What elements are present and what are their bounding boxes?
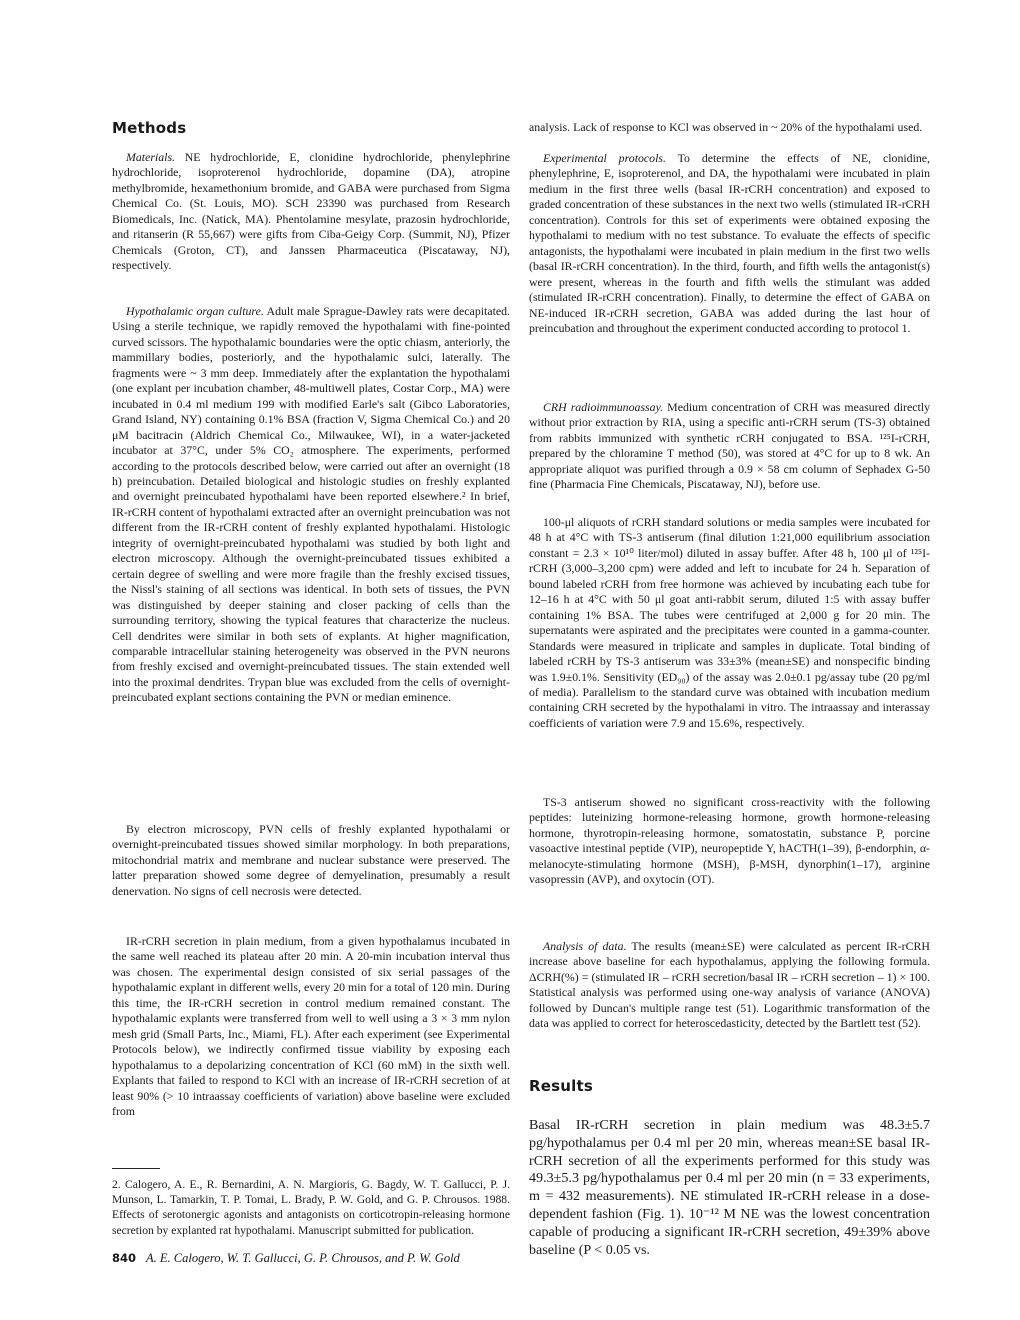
paragraph-analysis-of-data [529,939,930,1032]
paragraph-text: By electron microscopy, PVN cells of freshly explanted hypothalami or overnight-preincubated tissues showed similar morphology. In both preparations, mitochondrial matrix and membrane and nuclear substance were preserved. The latter preparation showed some degree of demyelination, presumably a result denervation. No signs of cell necrosis were detected. [112,822,510,898]
page-footer [112,1251,460,1266]
run-in-head: Hypothalamic organ culture. [126,304,264,318]
paragraph-electron-microscopy [112,822,510,899]
paragraph-assay-procedure [529,515,930,731]
run-in-head: Materials. [126,150,176,164]
paragraph-secretion-design [112,934,510,1119]
paragraph-experimental-protocols [529,151,930,336]
paragraph-results: Basal IR-rCRH secretion in plain medium was 48.3±5.7 pg/hypothalamus per 0.4 ml per 20 min, whereas mean±SE basal IR-rCRH secretion of all the experiments performed for this study was 49.3±5.3 pg/hypothalamus per 0.4 ml per 20 min (n = 33 experiments, m = 432 measurements). NE stimulated IR-rCRH release in a dose-dependent fashion (Fig. 1). 10⁻¹² M NE was the lowest concentration capable of producing a significant IR-rCRH secretion, 49±39% above baseline (P < 0.05 vs. [529,1117,930,1258]
footnote-rule [112,1168,160,1169]
paragraph-materials [112,150,510,274]
paragraph-continued [529,120,930,135]
paragraph-text: Adult male Sprague-Dawley rats were decapitated. Using a sterile technique, we rapidly removed the hypothalami with fine-pointed curved scissors. The hypothalamic boundaries were the optic chiasm, anteriorly, the mammillary bodies, posteriorly, and the hypothalamic sulci, laterally. The fragments were ~ 3 mm deep. Immediately after the explantation the hypothalami (one explant per incubation chamber, 48-multiwell plates, Costar Corp., MA) were incubated in 0.4 ml medium 199 with modified Earle's salt (Gibco Laboratories, Grand Island, NY) containing 0.1% BSA (fraction V, Sigma Chemical Co.) and 20 μM bacitracin (Aldrich Chemical Co., Milwaukee, WI), in a water-jacketed incubator at 37°C, under 5% CO₂ atmosphere. The experiments, performed according to the protocols described below, were carried out after an overnight (18 h) preincubation. Detailed biological and histologic studies on freshly explanted and overnight preincubated hypothalami have been reported elsewhere.² In brief, IR-rCRH content of hypothalami extracted after an overnight preincubation was not different from the IR-rCRH content of freshly explanted hypothalami. Histologic integrity of overnight-preincubated hypothalami was studied by both light and electron microscopy. Although the overnight-preincubated tissues exhibited a certain degree of swelling and were more fragile than the freshly excised tissues, the Nissl's staining of all sections was identical. In both sets of tissues, the PVN was distinguished by deeper staining and closer packing of cells than the surrounding territory, showing the typical features that characterize the nucleus. Cell dendrites were similar in both sets of explants. At higher magnification, comparable intracellular staining heterogeneity was observed in the PVN neurons from freshly excised and overnight-preincubated tissues. The stain extended well into the proximal dendrites. Trypan blue was excluded from the cells of overnight-preincubated explant sections containing the PVN or median eminence. [112,304,511,705]
run-in-head: CRH radioimmunoassay. [543,400,664,414]
paragraph-text: analysis. Lack of response to KCl was observed in ~ 20% of the hypothalami used. [529,120,923,134]
running-authors: A. E. Calogero, W. T. Gallucci, G. P. Chrousos, and P. W. Gold [146,1251,460,1265]
page-number: 840 [112,1251,137,1265]
paragraph-text: 100-μl aliquots of rCRH standard solutions or media samples were incubated for 48 h at 4°C with TS-3 antiserum (final dilution 1:21,000 equilibrium association constant = 2.3 × 10¹⁰ liter/mol) diluted in assay buffer. After 48 h, 100 μl of ¹²⁵I-rCRH (3,000–3,200 cpm) were added and left to incubate for 24 h. Separation of bound labeled rCRH from free hormone was achieved by incubating each tube for 12–16 h at 4°C with 50 μl goat anti-rabbit serum, diluted 1:5 with assay buffer containing 1% BSA. The tubes were centrifuged at 2,000 g for 20 min. The supernatants were aspirated and the precipitates were counted in a gamma-counter. Standards were measured in triplicate and samples in duplicate. Total binding of labeled rCRH by TS-3 antiserum was 33±3% (mean±SE) and nonspecific binding was 1.9±0.1%. Sensitivity (ED₉₀) of the assay was 2.0±0.1 pg/assay tube (20 pg/ml of media). Parallelism to the standard curve was obtained with incubation medium containing CRH secreted by the hypothalami in vitro. The intraassay and interassay coefficients of variation were 7.9 and 15.6%, respectively. [529,515,930,730]
methods-heading: Methods [112,119,187,137]
paragraph-text: NE hydrochloride, E, clonidine hydrochloride, phenylephrine hydrochloride, isoproterenol hydrochloride, dopamine (DA), atropine methylbromide, hexamethonium bromide, and GABA were purchased from Sigma Chemical Co. (St. Louis, MO). SCH 23390 was purchased from Research Biomedicals, Inc. (Natick, MA). Phentolamine mesylate, prazosin hydrochloride, and ritanserin (R 55,667) were gifts from Ciba-Geigy Corp. (Summit, NJ), Pfizer Chemicals (Groton, CT), and Janssen Pharmaceutica (Piscataway, NJ), respectively. [112,150,510,273]
paragraph-cross-reactivity [529,795,930,888]
run-in-head: Experimental protocols. [543,151,666,165]
paragraph-text: To determine the effects of NE, clonidine, phenylephrine, E, isoproterenol, and DA, the hypothalami were incubated in plain medium in the first three wells (basal IR-rCRH concentration) and exposed to graded concentration of these substances in the next two wells (stimulated IR-rCRH concentration). Controls for this set of experiments were obtained exposing the hypothalami to medium with no test substance. To evaluate the effects of specific antagonists, the hypothalami were incubated in plain medium in the first two wells (basal IR-rCRH concentration). In the third, fourth, and fifth wells the antagonist(s) were present, whereas in the fourth and fifth wells the stimulant was added (stimulated IR-rCRH concentration). Finally, to determine the effect of GABA on NE-induced IR-rCRH secretion, GABA was added during the last hour of preincubation and throughout the experiment conducted according to protocol 1. [529,151,931,335]
paragraph-text: TS-3 antiserum showed no significant cross-reactivity with the following peptides: luteinizing hormone-releasing hormone, growth hormone-releasing hormone, thyrotropin-releasing hormone, somatostatin, substance P, porcine vasoactive intestinal peptide (VIP), neuropeptide Y, hACTH(1–39), β-endorphin, α-melanocyte-stimulating hormone (MSH), β-MSH, dynorphin(1–17), arginine vasopressin (AVP), and oxytocin (OT). [529,795,930,887]
run-in-head: Analysis of data. [543,939,627,953]
paragraph-radioimmunoassay [529,400,930,493]
paragraph-text: Medium concentration of CRH was measured directly without prior extraction by RIA, using a specific anti-rCRH serum (TS-3) obtained from rabbits immunized with synthetic rCRH conjugated to BSA. ¹²⁵I-rCRH, prepared by the chloramine T method (50), was stored at 4°C for up to 8 wk. An appropriate aliquot was purified through a 0.9 × 58 cm column of Sephadex G-50 fine (Pharmacia Fine Chemicals, Piscataway, NJ), before use. [529,400,930,492]
paragraph-text: IR-rCRH secretion in plain medium, from a given hypothalamus incubated in the same well reached its plateau after 20 min. A 20-min incubation interval thus was chosen. The experimental design consisted of six serial passages of the hypothalamic explant in different wells, every 20 min for a total of 120 min. During this time, the IR-rCRH secretion in control medium remained constant. The hypothalamic explants were transferred from well to well using a 3 × 3 mm nylon mesh grid (Small Parts, Inc., Miami, FL). After each experiment (see Experimental Protocols below), we indirectly confirmed tissue viability by exposing each hypothalamus to a depolarizing concentration of KCl (60 mM) in the sixth well. Explants that failed to respond to KCl with an increase of IR-rCRH secretion of at least 90% (> 10 intraassay coefficients of variation) above baseline were excluded from [112,934,510,1118]
paragraph-text: The results (mean±SE) were calculated as percent IR-rCRH increase above baseline for each hypothalamus, applying the following formula. ΔCRH(%) = (stimulated IR – rCRH secretion/basal IR – rCRH secretion – 1) × 100. Statistical analysis was performed using one-way analysis of variance (ANOVA) followed by Duncan's multiple range test (51). Logarithmic transformation of the data was applied to correct for heteroscedasticity, detected by the Bartlett test (52). [529,939,930,1031]
footnote: 2. Calogero, A. E., R. Bernardini, A. N. Margioris, G. Bagdy, W. T. Gallucci, P. J. Munson, L. Tamarkin, T. P. Tomai, L. Brady, P. W. Gold, and G. P. Chrousos. 1988. Effects of serotonergic agonists and antagonists on corticotropin-releasing hormone secretion by explanted rat hypothalami. Manuscript submitted for publication. [112,1178,510,1237]
paragraph-organ-culture [112,304,510,706]
results-heading: Results [529,1077,593,1095]
